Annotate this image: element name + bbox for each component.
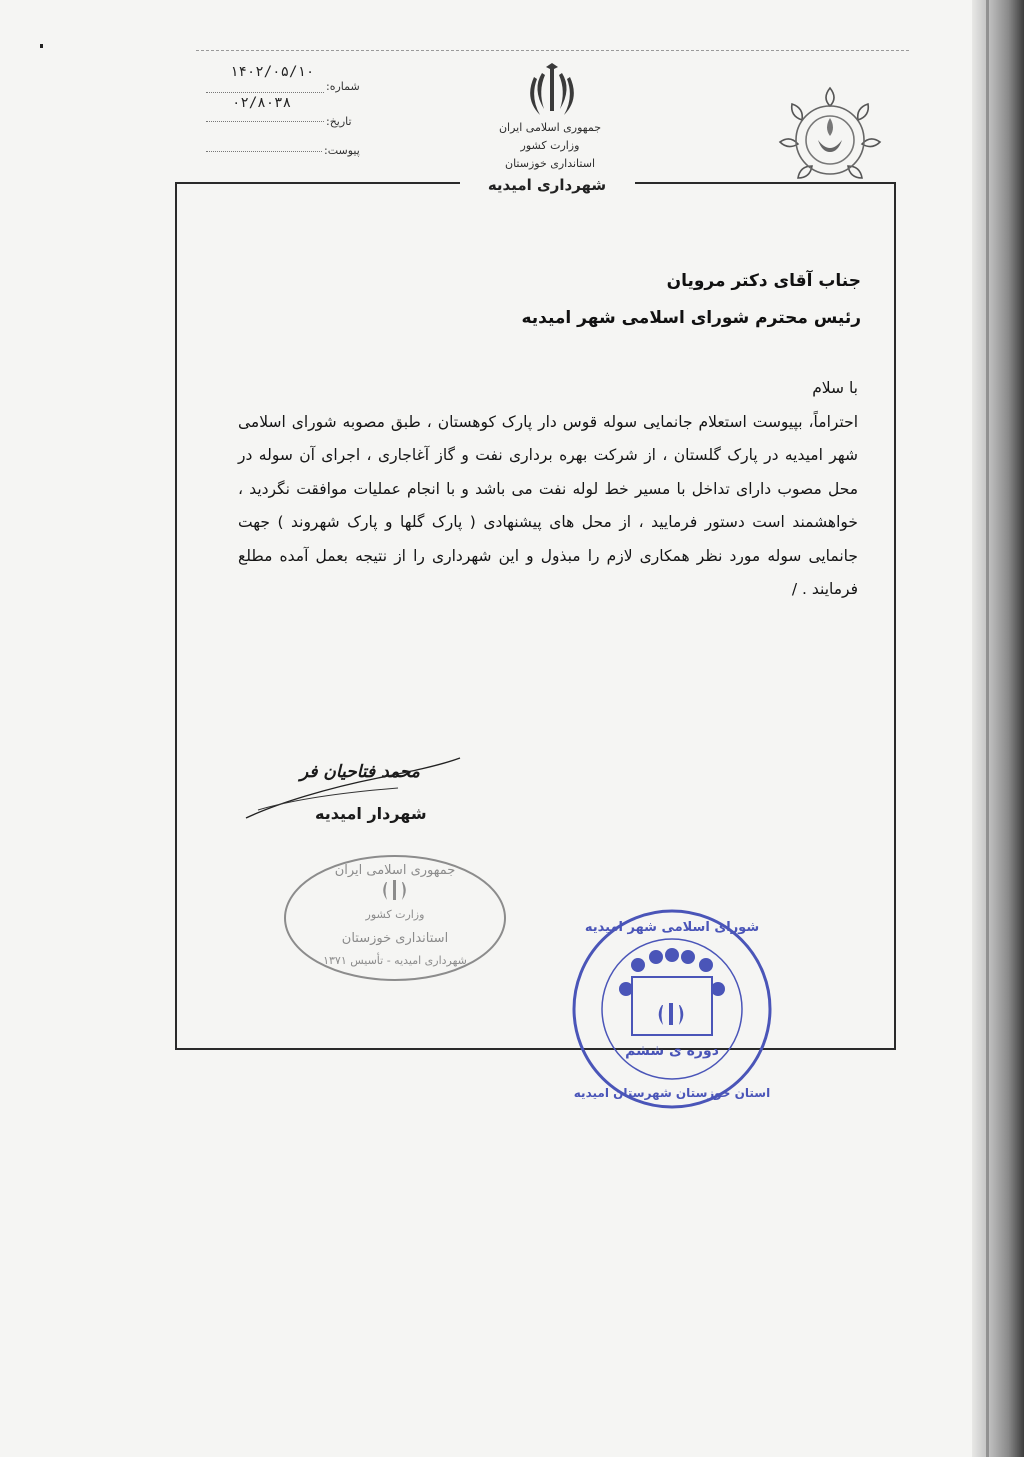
top-rule — [196, 50, 909, 51]
addressee-name: جناب آقای دکتر مرویان — [666, 271, 861, 291]
header-republic: جمهوری اسلامی ایران — [498, 121, 602, 134]
signer-title: شهردار امیدیه — [315, 804, 427, 823]
addressee-title: رئیس محترم شورای اسلامی شهر امیدیه — [521, 308, 861, 328]
council-stamp — [568, 905, 776, 1113]
gov-stamp-line4: شهرداری امیدیه - تأسیس ۱۳۷۱ — [323, 954, 467, 967]
scan-speck — [40, 44, 43, 48]
date-value: ۰۲/۸۰۳۸ — [232, 95, 292, 111]
number-label: شماره: — [326, 80, 360, 93]
council-stamp-bottom: استان خوزستان شهرستان امیدیه — [573, 1086, 771, 1100]
body-paragraph: احتراماً، بپیوست استعلام جانمایی سوله قوس دار پارک کوهستان ، طبق مصوبه شورای اسلامی شهر امیدیه در پارک گلستان ، از شرکت بهره برداری نفت و گاز آغاجاری ، اجرای آن سوله در محل مصوب دارای تداخل با مسیر خط لوله نفت می باشد و با انجام عملیات موافقت نگردید ، خواهشمند است دستور فرمایید ، از محل های پیشنهادی ( پارک گلها و پارک شهروند ) جهت جانمایی سوله مورد نظر همکاری لازم را مبذول و این شهرداری را از نتیجه بعمل آمده مطلع فرمایند . / — [238, 412, 858, 598]
date-dots — [206, 121, 324, 122]
attachment-dots — [206, 151, 322, 152]
gov-stamp-line2: وزارت کشور — [365, 908, 425, 921]
municipality-title: شهرداری امیدیه — [487, 176, 607, 194]
number-dots — [206, 92, 324, 93]
greeting: با سلام — [812, 379, 858, 397]
gov-stamp-line1: جمهوری اسلامی ایران — [334, 863, 456, 878]
header-ministry: وزارت کشور — [520, 139, 580, 152]
scan-edge — [972, 0, 1024, 1457]
letter-body — [238, 372, 858, 607]
council-stamp-inner: دوره ی ششم — [625, 1043, 719, 1059]
governorate-stamp — [280, 850, 510, 985]
date-label: تاریخ: — [326, 115, 352, 128]
municipality-logo-icon — [770, 82, 890, 190]
iran-emblem-icon — [528, 63, 576, 119]
number-value: ۱۴۰۲/۰۵/۱۰ — [230, 64, 315, 80]
attachment-label: پیوست: — [324, 144, 360, 157]
gov-stamp-line3: استانداری خوزستان — [341, 931, 449, 946]
signer-name: محمد فتاحیان فر — [300, 762, 420, 782]
council-stamp-outer: شورای اسلامی شهر امیدیه — [584, 920, 760, 935]
header-governorate: استانداری خوزستان — [504, 157, 595, 170]
